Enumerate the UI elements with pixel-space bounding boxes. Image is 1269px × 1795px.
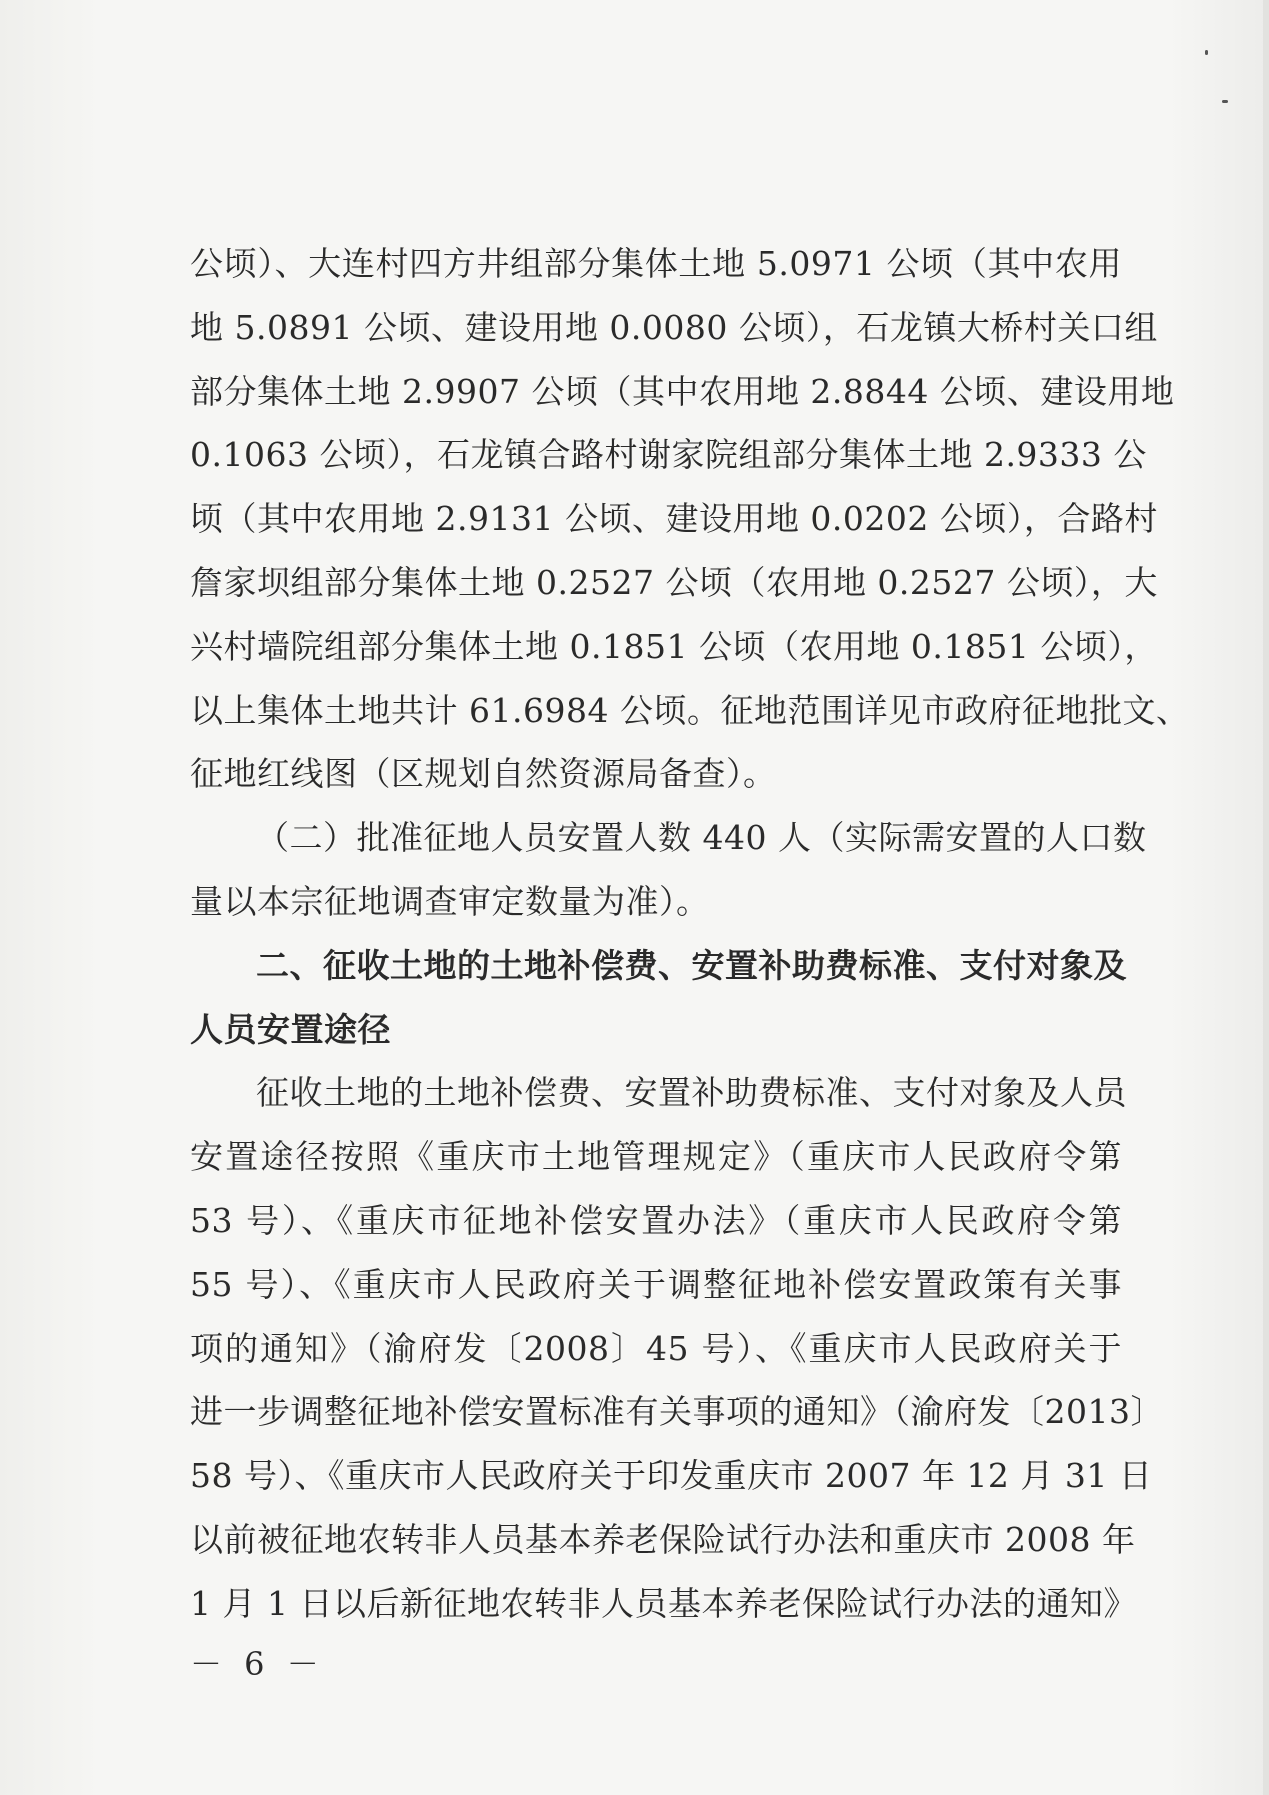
paragraph-line: 量以本宗征地调查审定数量为准）。	[190, 881, 710, 921]
paragraph-line: 以前被征地农转非人员基本养老保险试行办法和重庆市 2008 年	[190, 1519, 1136, 1559]
page-number: － 6 －	[190, 1645, 325, 1683]
paragraph-line: 征地红线图（区规划自然资源局备查）。	[190, 754, 777, 794]
paragraph-line: 征收土地的土地补偿费、安置补助费标准、支付对象及人员	[256, 1073, 1127, 1113]
paragraph-line: 部分集体土地 2.9907 公顷（其中农用地 2.8844 公顷、建设用地	[190, 371, 1175, 411]
paragraph-line: 詹家坝组部分集体土地 0.2527 公顷（农用地 0.2527 公顷），大	[190, 562, 1158, 602]
paragraph-line: 55 号）、《重庆市人民政府关于调整征地补偿安置政策有关事	[190, 1264, 1122, 1304]
scan-speck	[1222, 100, 1228, 103]
paragraph-line: 进一步调整征地补偿安置标准有关事项的通知》（渝府发〔2013〕	[190, 1392, 1164, 1432]
body-text	[190, 232, 1190, 1636]
paragraph-line: 58 号）、《重庆市人民政府关于印发重庆市 2007 年 12 月 31 日	[190, 1456, 1153, 1496]
paragraph-line: 53 号）、《重庆市征地补偿安置办法》（重庆市人民政府令第	[190, 1200, 1122, 1240]
scan-edge	[1263, 0, 1269, 1795]
paragraph-line: 1 月 1 日以后新征地农转非人员基本养老保险试行办法的通知》	[190, 1583, 1137, 1623]
paragraph-line: 0.1063 公顷），石龙镇合路村谢家院组部分集体土地 2.9333 公	[190, 435, 1147, 475]
paragraph-line: （二）批准征地人员安置人数 440 人（实际需安置的人口数	[256, 818, 1147, 858]
paragraph-line: 安置途径按照《重庆市土地管理规定》（重庆市人民政府令第	[190, 1137, 1122, 1177]
paragraph-line: 项的通知》（渝府发〔2008〕45 号）、《重庆市人民政府关于	[190, 1328, 1122, 1368]
paragraph-line: 公顷）、大连村四方井组部分集体土地 5.0971 公顷（其中农用	[190, 244, 1122, 283]
paragraph-line: 地 5.0891 公顷、建设用地 0.0080 公顷），石龙镇大桥村关口组	[190, 307, 1158, 347]
section-heading-continued: 人员安置途径	[190, 1009, 391, 1049]
paragraph-line: 顷（其中农用地 2.9131 公顷、建设用地 0.0202 公顷），合路村	[190, 499, 1158, 539]
section-heading: 二、征收土地的土地补偿费、安置补助费标准、支付对象及	[256, 945, 1127, 985]
paragraph-line: 兴村墙院组部分集体土地 0.1851 公顷（农用地 0.1851 公顷），	[190, 626, 1158, 666]
scan-speck	[1205, 50, 1208, 55]
paragraph-line: 以上集体土地共计 61.6984 公顷。征地范围详见市政府征地批文、	[190, 690, 1190, 730]
